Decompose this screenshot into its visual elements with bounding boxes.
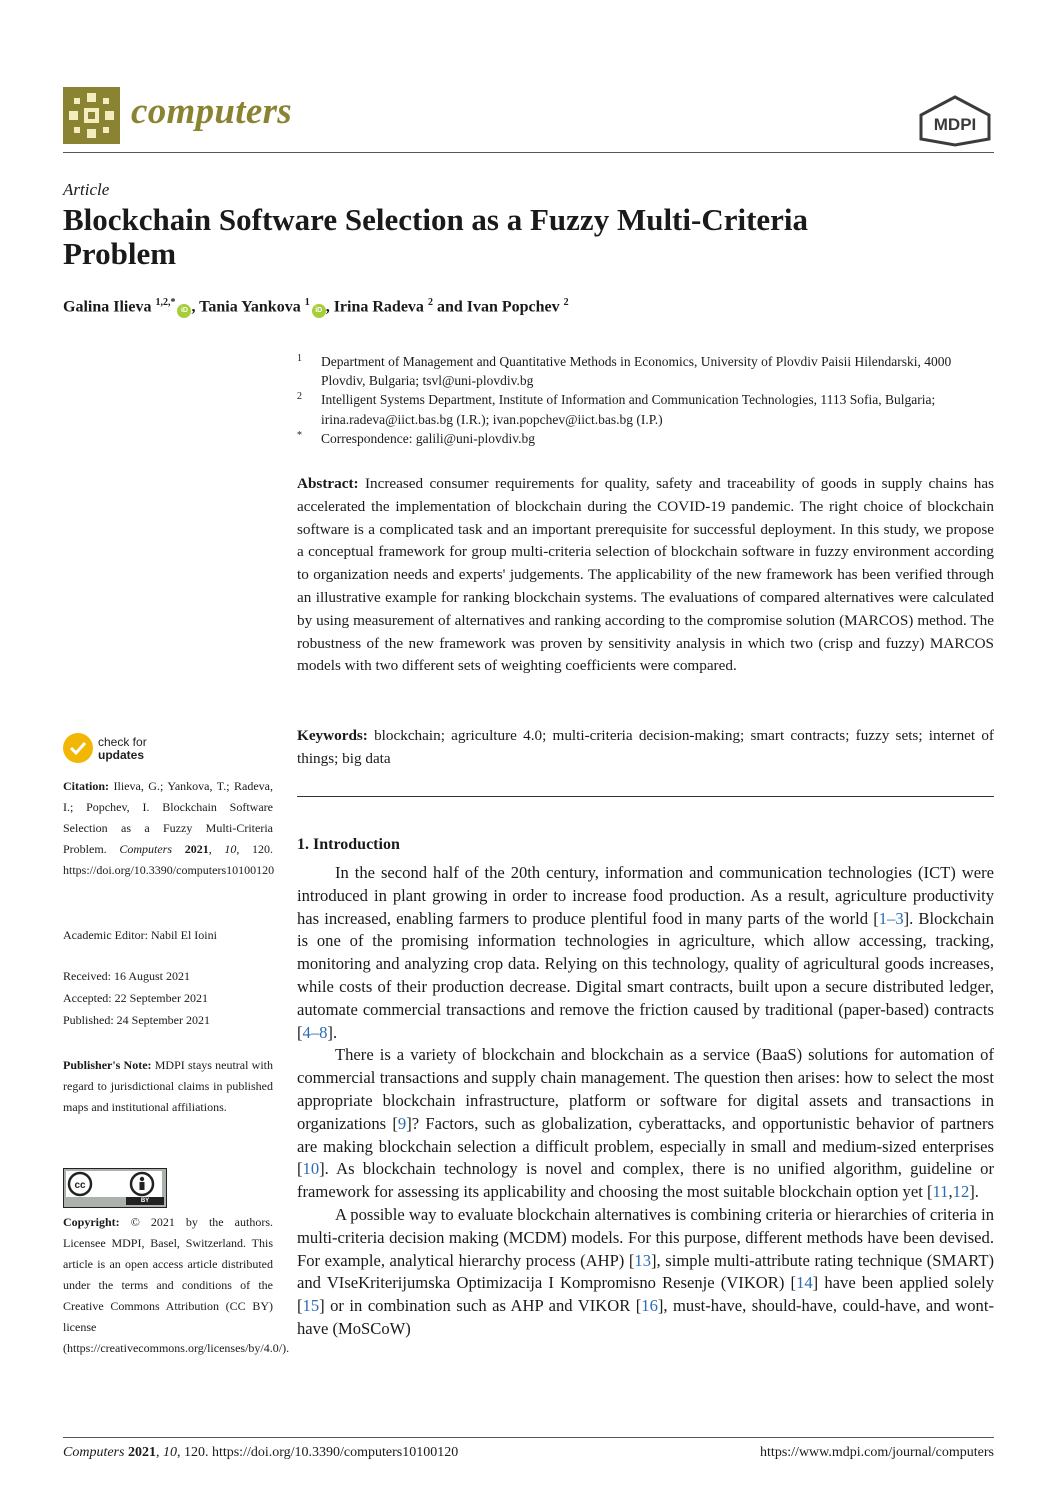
footer-doi[interactable]: , 120. https://doi.org/10.3390/computers10100120 xyxy=(176,1445,459,1460)
citation-doi[interactable]: , 120. https://doi.org/10.3390/computers10100120 xyxy=(63,842,275,877)
author-affiliation-marker: 2 xyxy=(563,297,569,308)
academic-editor: Academic Editor: Nabil El Ioini xyxy=(63,928,217,942)
publisher-note-text: MDPI stays neutral with regard to jurisdictional claims in published maps and institutional affiliations. xyxy=(63,1058,273,1114)
mdpi-logo-text: MDPI xyxy=(933,115,977,134)
published-date: Published: 24 September 2021 xyxy=(63,1013,210,1027)
header-divider xyxy=(63,152,994,153)
footer-year: 2021 xyxy=(127,1445,156,1460)
received-date: Received: 16 August 2021 xyxy=(63,969,190,983)
body-text-run: There is a variety of blockchain and blockchain as a service (BaaS) solutions for automation of commercial transactions and supply chain management. The question then arises: how to select the most appropriate blockchain infrastructure, platform or software for digital assets and transactions in organizations [ xyxy=(297,1045,994,1133)
article-title: Blockchain Software Selection as a Fuzzy Multi-Criteria Problem xyxy=(63,202,809,271)
cc-badge-inner xyxy=(66,1171,162,1197)
affiliation-marker: 2 xyxy=(297,391,302,403)
affiliation-item xyxy=(297,390,997,428)
body-paragraph xyxy=(297,1204,994,1341)
abstract-text: Increased consumer requirements for quality, safety and traceability of goods in supply chains has accelerated the implementation of blockchain during the COVID-19 pandemic. The right choice of blockchain software is a complicated task and an important prerequisite for successful deployment. In this study, we propose a conceptual framework for group multi-criteria selection of blockchain software in fuzzy environment according to organization needs and experts' judgements. The applicability of the new framework has been verified through an illustrative example for ranking blockchain systems. The evaluations of compared alternatives were calculated by using measurement of alternatives and ranking according to the compromise solution (MARCOS) method. The robustness of the new framework was proven by sensitivity analysis in which two (crisp and fuzzy) MARCOS models with two different sets of weighting coefficients were compared. xyxy=(297,475,994,675)
reference-link[interactable]: 16 xyxy=(641,1296,658,1316)
accepted-date: Accepted: 22 September 2021 xyxy=(63,991,208,1005)
check-label: check for xyxy=(98,735,147,749)
keywords xyxy=(297,725,994,771)
affiliation-item xyxy=(297,429,997,448)
body-text-run: ] or in combination such as AHP and VIKOR [ xyxy=(319,1296,642,1316)
copyright-notice xyxy=(63,1212,290,1359)
body-text-run: , xyxy=(948,1182,953,1202)
keywords-text: blockchain; agriculture 4.0; multi-criteria decision-making; smart contracts; fuzzy sets; internet of things; big data xyxy=(297,727,994,767)
affiliations xyxy=(297,352,997,448)
affiliation-text: Correspondence: galili@uni-plovdiv.bg xyxy=(321,430,536,446)
footer-divider xyxy=(63,1437,994,1438)
abstract-label: Abstract: xyxy=(297,475,359,492)
citation-text: Ilieva, G.; Yankova, T.; Radeva, I.; Popchev, I. Blockchain Software Selection as a Fuzzy Multi-Criteria Problem. xyxy=(63,779,274,856)
body-text-run: ]. xyxy=(969,1182,979,1202)
cc-by-license-badge[interactable] xyxy=(63,1168,167,1208)
body-paragraph xyxy=(297,862,994,1044)
citation-volume: 10 xyxy=(224,842,237,856)
author-name: Irina Radeva xyxy=(333,298,424,316)
author-affiliation-marker: 1 xyxy=(304,297,310,308)
author-affiliation-marker: 1,2,* xyxy=(155,297,176,308)
author-name: Galina Ilieva xyxy=(63,298,152,316)
affiliation-marker: * xyxy=(297,429,302,441)
mdpi-logo[interactable] xyxy=(917,95,993,147)
reference-link[interactable]: 15 xyxy=(302,1296,320,1316)
keywords-label: Keywords: xyxy=(297,727,368,744)
author-affiliation-marker: 2 xyxy=(427,297,433,308)
section-heading: 1. Introduction xyxy=(297,836,400,853)
footer-volume: 10 xyxy=(162,1445,177,1460)
body-text-run: ]. As blockchain technology is novel and complex, there is no unified algorithm, guideline or framework for assessing its applicability and choosing the most suitable blockchain option yet [ xyxy=(297,1159,994,1202)
author-separator: , xyxy=(191,298,200,316)
affiliation-item xyxy=(297,352,997,390)
body-text-run: ] have been applied solely [ xyxy=(297,1273,994,1316)
footer-citation: Computers 2021, 10, 120. https://doi.org/10.3390/computers10100120 xyxy=(63,1445,459,1460)
citation: Citation: Ilieva, G.; Yankova, T.; Radeva, I.; Popchev, I. Blockchain Software Selection as a Fuzzy Multi-Criteria Problem. Computers 2021, 10, 120. https://doi.org/10.3390/computers10100120 xyxy=(63,779,275,877)
check-for-updates-badge[interactable] xyxy=(63,733,173,767)
affiliation-marker: 1 xyxy=(297,353,302,364)
citation-year: 2021 xyxy=(184,842,209,856)
body-text-run: ], must-have, should-have, could-have, and wont-have (MoSCoW) xyxy=(297,1296,994,1338)
affiliation-text: Department of Management and Quantitative Methods in Economics, University of Plovdiv Paisii Hilendarski, 4000 Plovdiv, Bulgaria; tsvl@uni-plovdiv.bg xyxy=(321,354,952,389)
citation-journal: Computers xyxy=(119,842,173,856)
abstract-divider xyxy=(297,796,994,797)
cc-by-label: BY xyxy=(126,1197,164,1205)
article-type: Article xyxy=(63,180,110,199)
reference-link[interactable]: 13 xyxy=(634,1250,652,1270)
svg-text:cc: cc xyxy=(74,1180,86,1191)
orcid-icon[interactable]: iD xyxy=(312,304,326,318)
author-separator: and xyxy=(432,298,467,316)
reference-link[interactable]: 11 xyxy=(932,1182,949,1202)
author-name: Tania Yankova xyxy=(199,298,301,316)
reference-link[interactable]: 9 xyxy=(397,1113,407,1133)
citation-label: Citation: xyxy=(63,779,109,793)
orcid-icon[interactable]: iD xyxy=(177,304,191,318)
body-text-run: In the second half of the 20th century, information and communication technologies (ICT) were introduced in plant growing in order to increase food production. As a result, agriculture productivity has increased, enabling farmers to produce plentiful food in many parts of the world [ xyxy=(297,863,994,928)
body-text-run: ]? Factors, such as globalization, cyberattacks, and opportunistic behavior of partners are making blockchain selection a difficult problem, especially in small and medium-sized enterprises [ xyxy=(297,1113,994,1179)
footer-journal: Computers xyxy=(63,1445,125,1460)
body-text-run: ]. Blockchain is one of the promising information technologies in agriculture, which allow accessing, tracking, monitoring and analyzing crop data. Relying on this technology, quality of agricultural goods increases, while costs of their production decrease. Digital smart contracts, built upon a secure distributed ledger, automate commercial transactions and remove the friction caused by traditional (paper-based) contracts [ xyxy=(297,908,994,1042)
publisher-note xyxy=(63,1055,273,1118)
body-text-run: ]. xyxy=(327,1022,338,1042)
reference-link[interactable]: 10 xyxy=(302,1159,320,1179)
journal-name: computers xyxy=(131,91,292,132)
body-text-run: A possible way to evaluate blockchain alternatives is combining criteria or hierarchies of criteria in multi-criteria decision making (MCDM) models. For this purpose, different methods have been devised. For example, analytical hierarchy process (AHP) [ xyxy=(297,1204,994,1270)
body-text-run: ], simple multi-attribute rating technique (SMART) and VIseKriterijumska Optimizacija I Kompromisno Resenje (VIKOR) [ xyxy=(297,1250,994,1293)
affiliation-text: Intelligent Systems Department, Institute of Information and Communication Technologies, 1113 Sofia, Bulgaria; irina.radeva@iict.bas.bg (I.R.); ivan.popchev@iict.bas.bg (I.P.) xyxy=(321,392,936,427)
footer-journal-url[interactable]: https://www.mdpi.com/journal/computers xyxy=(760,1445,994,1460)
reference-link[interactable]: 4–8 xyxy=(302,1022,328,1042)
author-name: Ivan Popchev xyxy=(466,298,560,316)
section-body xyxy=(297,862,994,1341)
reference-link[interactable]: 12 xyxy=(952,1182,970,1202)
copyright-text: © 2021 by the authors. Licensee MDPI, Basel, Switzerland. This article is an open access article distributed under the terms and conditions of the Creative Commons Attribution (CC BY) license (https://creativecommons.org/licenses/by/4.0/). xyxy=(63,1215,290,1355)
reference-link[interactable]: 1–3 xyxy=(878,908,904,928)
check-icon xyxy=(63,733,93,763)
copyright-label: Copyright: xyxy=(63,1215,120,1229)
updates-label: updates xyxy=(98,748,145,762)
author-list xyxy=(63,297,569,318)
abstract xyxy=(297,473,994,678)
body-paragraph xyxy=(297,1044,994,1204)
publisher-note-label: Publisher's Note: xyxy=(63,1058,152,1072)
journal-logo-icon xyxy=(63,87,120,144)
reference-link[interactable]: 14 xyxy=(796,1273,813,1293)
author-separator: , xyxy=(325,298,334,316)
